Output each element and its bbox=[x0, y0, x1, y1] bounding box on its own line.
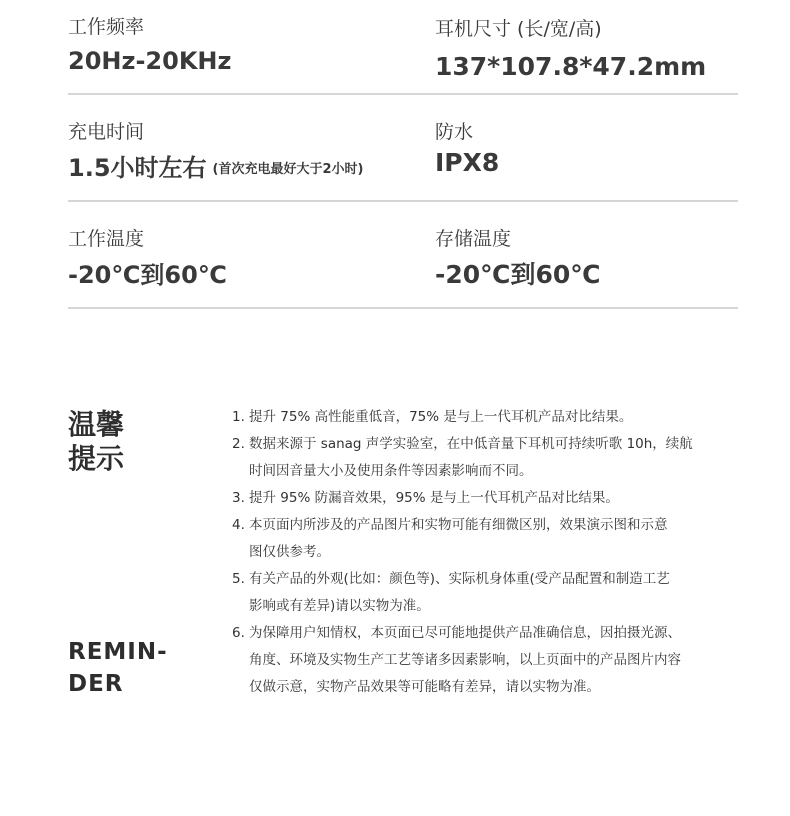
list-item-text-line: 提升 75% 高性能重低音，75% 是与上一代耳机产品对比结果。 bbox=[249, 409, 633, 425]
list-item-text-line: 仅做示意，实物产品效果等可能略有差异，请以实物为准。 bbox=[249, 679, 600, 695]
reminder-title-english-line: REMIN- bbox=[68, 639, 168, 665]
spec-value: 20Hz-20KHz bbox=[68, 47, 232, 75]
list-item-number: 5. bbox=[232, 571, 245, 587]
spec-cell-frequency bbox=[68, 0, 428, 93]
reminder-title-line: 提示 bbox=[68, 442, 125, 475]
spec-value-wrapper bbox=[68, 148, 363, 183]
spec-value-note: (首次充电最好大于2小时) bbox=[212, 162, 364, 177]
reminder-notes-list bbox=[232, 404, 732, 701]
list-item-number: 4. bbox=[232, 517, 245, 533]
list-item-text-line: 有关产品的外观(比如：颜色等)、实际机身体重(受产品配置和制造工艺 bbox=[249, 571, 670, 587]
spec-value: 137*107.8*47.2mm bbox=[435, 52, 707, 81]
list-item bbox=[232, 566, 732, 620]
spec-label: 充电时间 bbox=[68, 121, 145, 143]
list-item-number: 2. bbox=[232, 436, 245, 452]
spec-row-frequency bbox=[68, 0, 738, 95]
spec-label: 存储温度 bbox=[435, 228, 512, 250]
reminder-title bbox=[68, 408, 124, 476]
spec-value: IPX8 bbox=[435, 148, 500, 177]
spec-label: 耳机尺寸 (长/宽/高) bbox=[435, 18, 602, 40]
spec-cell-working-temperature bbox=[68, 202, 428, 307]
list-item-text-line: 时间因音量大小及使用条件等因素影响而不同。 bbox=[249, 463, 533, 479]
list-item-text-line: 图仅供参考。 bbox=[249, 544, 330, 560]
list-item bbox=[232, 404, 732, 431]
list-item-number: 1. bbox=[232, 409, 245, 425]
list-item-number: 3. bbox=[232, 490, 245, 506]
list-item-text-line: 影响或有差异)请以实物为准。 bbox=[249, 598, 430, 614]
reminder-title-line: 温馨 bbox=[68, 408, 125, 441]
spec-cell-waterproof bbox=[435, 95, 738, 200]
list-item-text-line: 提升 95% 防漏音效果，95% 是与上一代耳机产品对比结果。 bbox=[249, 490, 619, 506]
list-item-text-line: 角度、环境及实物生产工艺等诸多因素影响，以上页面中的产品图片内容 bbox=[249, 652, 681, 668]
list-item-text-line: 本页面内所涉及的产品图片和实物可能有细微区别，效果演示图和示意 bbox=[249, 517, 668, 533]
spec-label: 工作频率 bbox=[68, 16, 145, 38]
list-item-text-line: 为保障用户知情权，本页面已尽可能地提供产品准确信息，因拍摄光源、 bbox=[249, 625, 681, 641]
spec-label: 防水 bbox=[435, 121, 474, 143]
spec-cell-size bbox=[435, 0, 738, 93]
list-item bbox=[232, 512, 732, 566]
spec-table bbox=[68, 0, 738, 309]
spec-row-temperature bbox=[68, 202, 738, 309]
spec-cell-charging bbox=[68, 95, 428, 200]
reminder-title-english bbox=[68, 636, 168, 700]
spec-row-charging bbox=[68, 95, 738, 202]
spec-value: 1.5小时左右 bbox=[68, 154, 207, 182]
list-item bbox=[232, 485, 732, 512]
spec-value: -20℃到60℃ bbox=[68, 261, 227, 289]
reminder-title-english-line: DER bbox=[68, 671, 124, 697]
spec-value: -20℃到60℃ bbox=[435, 260, 601, 289]
list-item-text-line: 数据来源于 sanag 声学实验室，在中低音量下耳机可持续听歌 10h，续航 bbox=[249, 436, 693, 452]
list-item bbox=[232, 620, 732, 701]
list-item bbox=[232, 431, 732, 485]
spec-cell-storage-temperature bbox=[435, 202, 738, 307]
list-item-number: 6. bbox=[232, 625, 245, 641]
spec-label: 工作温度 bbox=[68, 228, 145, 250]
